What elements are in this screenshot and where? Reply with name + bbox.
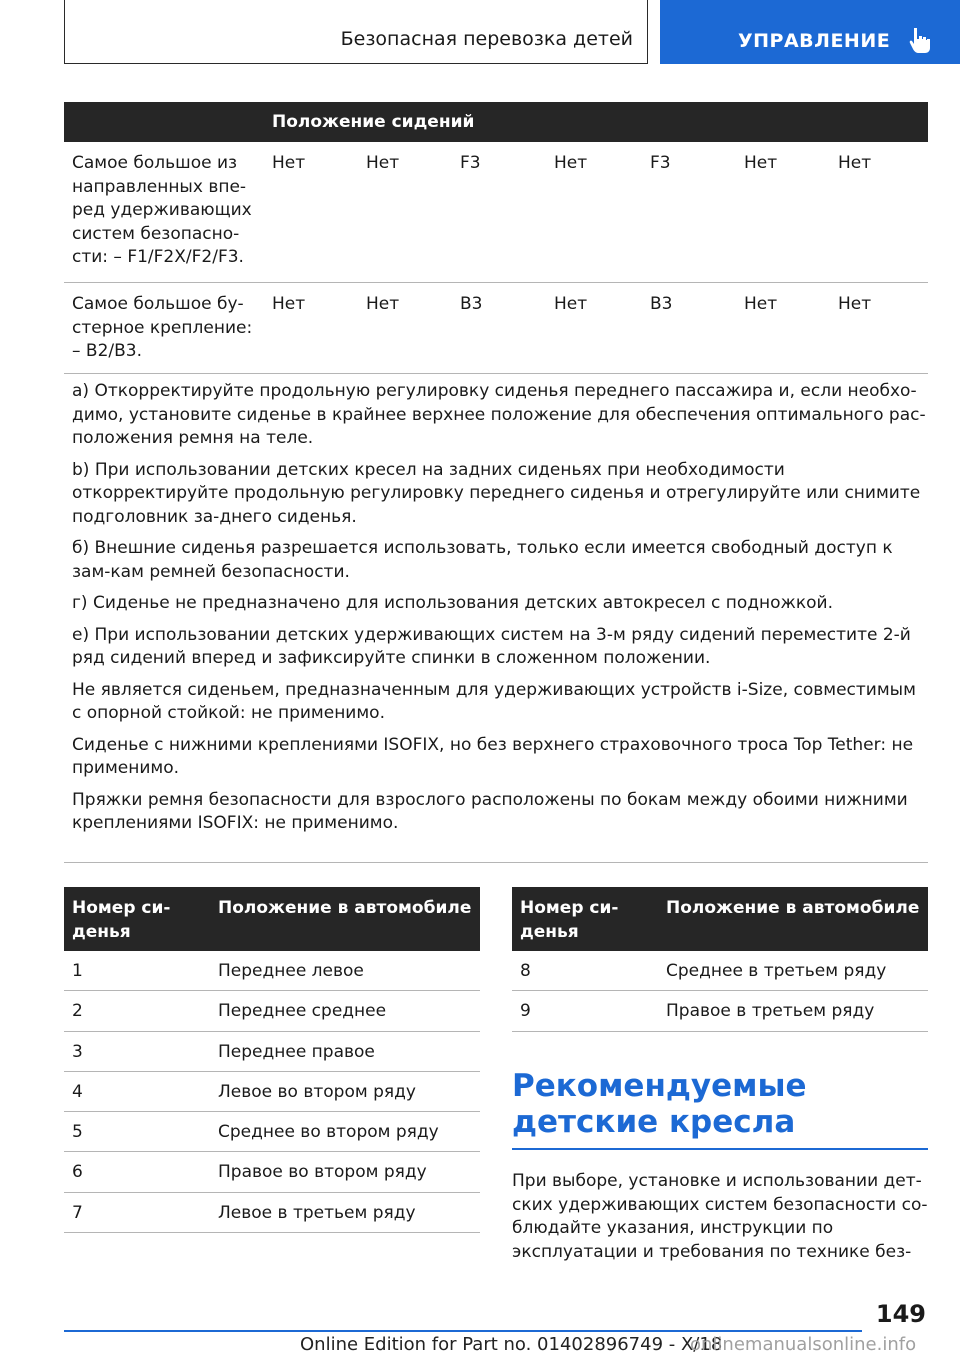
cell-value: Нет (838, 294, 872, 314)
seat-number: 4 (72, 1081, 83, 1102)
note-paragraph: Не является сиденьем, предназначенным для удерживающих устройств i-Size, совместимым с опорной стойкой: не применимо. (72, 679, 916, 723)
table-header (64, 887, 480, 951)
divider (64, 862, 928, 863)
col-header-position: Положение в автомобиле (218, 898, 472, 918)
table-row (64, 951, 480, 991)
cell-value: Нет (744, 153, 778, 173)
watermark: onlinemanualsonline.info (690, 1334, 917, 1355)
seat-position: Левое во втором ряду (218, 1081, 416, 1102)
heading-underline (512, 1148, 928, 1150)
seat-number: 1 (72, 961, 83, 981)
table-header (512, 887, 928, 951)
row-label: Самое большое из направленных впе-ред удерживающих систем безопасно-сти: – F1/F2X/F2/F3. (72, 153, 252, 267)
note-paragraph: б) Внешние сиденья разрешается использовать, только если имеется свободный доступ к зам-кам ремней безопасности. (72, 538, 893, 582)
note-paragraph: Сиденье с нижними креплениями ISOFIX, но без верхнего страховочного троса Top Tether: не применимо. (72, 734, 914, 778)
row-label: Самое большое бу-стерное крепление: – B2/B3. (72, 294, 253, 361)
table-row (64, 991, 480, 1031)
seat-position: Переднее левое (218, 961, 364, 981)
note-paragraph: Пряжки ремня безопасности для взрослого расположены по бокам между обоими нижними креплениями ISOFIX: не применимо. (72, 789, 908, 833)
table-notes (72, 380, 928, 844)
hand-pointer-icon (908, 26, 934, 54)
chapter-label: УПРАВЛЕНИЕ (738, 30, 891, 52)
table-row (512, 951, 928, 991)
table-header (64, 102, 928, 142)
seat-number-table-left (64, 887, 480, 1233)
table-header-label: Положение сидений (272, 112, 475, 132)
seat-position: Среднее в третьем ряду (666, 961, 887, 981)
col-header-number: Номер си-денья (72, 898, 171, 942)
section-heading: Рекомендуемые детские кресла (512, 1068, 807, 1140)
page-number: 149 (875, 1300, 926, 1328)
note-paragraph: а) Откорректируйте продольную регулировку сиденья переднего пассажира и, если необхо-димо, установите сиденье в крайнее верхнее положение для обеспечения оптимального рас-положения ремня на теле. (72, 381, 926, 448)
table-row (64, 1152, 480, 1192)
seat-position-table (64, 102, 928, 374)
seat-position: Правое во втором ряду (218, 1162, 427, 1183)
cell-value: Нет (838, 153, 872, 173)
footer-rule (64, 1330, 862, 1332)
section-header-box (64, 0, 648, 64)
edition-text: Online Edition for Part no. 01402896749 - X/18 (300, 1334, 723, 1355)
col-header-number: Номер си-денья (520, 898, 619, 942)
note-paragraph: г) Сиденье не предназначено для использования детских автокресел с подножкой. (72, 593, 833, 613)
seat-number: 7 (72, 1202, 83, 1223)
cell-value: Нет (744, 294, 778, 314)
seat-number: 2 (72, 1001, 83, 1022)
cell-value: Нет (272, 294, 306, 314)
table-row (64, 142, 928, 283)
seat-number: 5 (72, 1122, 83, 1143)
cell-value: B3 (650, 294, 673, 314)
seat-number: 8 (520, 961, 531, 981)
cell-value: Нет (554, 153, 588, 173)
seat-position: Левое в третьем ряду (218, 1202, 416, 1223)
table-row (64, 1112, 480, 1152)
seat-number: 3 (72, 1041, 83, 1062)
table-row (64, 283, 928, 374)
cell-value: F3 (650, 153, 671, 173)
seat-position: Переднее среднее (218, 1001, 387, 1022)
section-title: Безопасная перевозка детей (340, 28, 633, 50)
seat-position: Переднее правое (218, 1041, 375, 1062)
seat-position: Среднее во втором ряду (218, 1122, 439, 1143)
note-paragraph: b) При использовании детских кресел на задних сиденьях при необходимости откорректируйте продольную регулировку переднего сиденья и отрегулируйте или снимите подголовник за-днего сиденья. (72, 459, 921, 527)
seat-number-table-right (512, 887, 928, 1032)
table-row (64, 1193, 480, 1233)
cell-value: Нет (366, 294, 400, 314)
table-row (64, 1072, 480, 1112)
cell-value: Нет (366, 153, 400, 173)
table-row (512, 991, 928, 1031)
chapter-tab[interactable] (660, 0, 960, 64)
cell-value: B3 (460, 294, 483, 314)
col-header-position: Положение в автомобиле (666, 898, 920, 918)
note-paragraph: е) При использовании детских удерживающих систем на 3-м ряду сидений переместите 2-й ряд сидений вперед и зафиксируйте спинки в сложенном положении. (72, 624, 911, 668)
seat-number: 9 (520, 1001, 531, 1022)
table-row (64, 1032, 480, 1072)
section-body-text: При выборе, установке и использовании дет-ских удерживающих систем безопасности со-блюдайте указания, инструкции по эксплуатации и требования по технике без- (512, 1171, 928, 1262)
cell-value: Нет (272, 153, 306, 173)
cell-value: Нет (554, 294, 588, 314)
seat-position: Правое в третьем ряду (666, 1001, 875, 1022)
cell-value: F3 (460, 153, 481, 173)
seat-number: 6 (72, 1162, 83, 1183)
